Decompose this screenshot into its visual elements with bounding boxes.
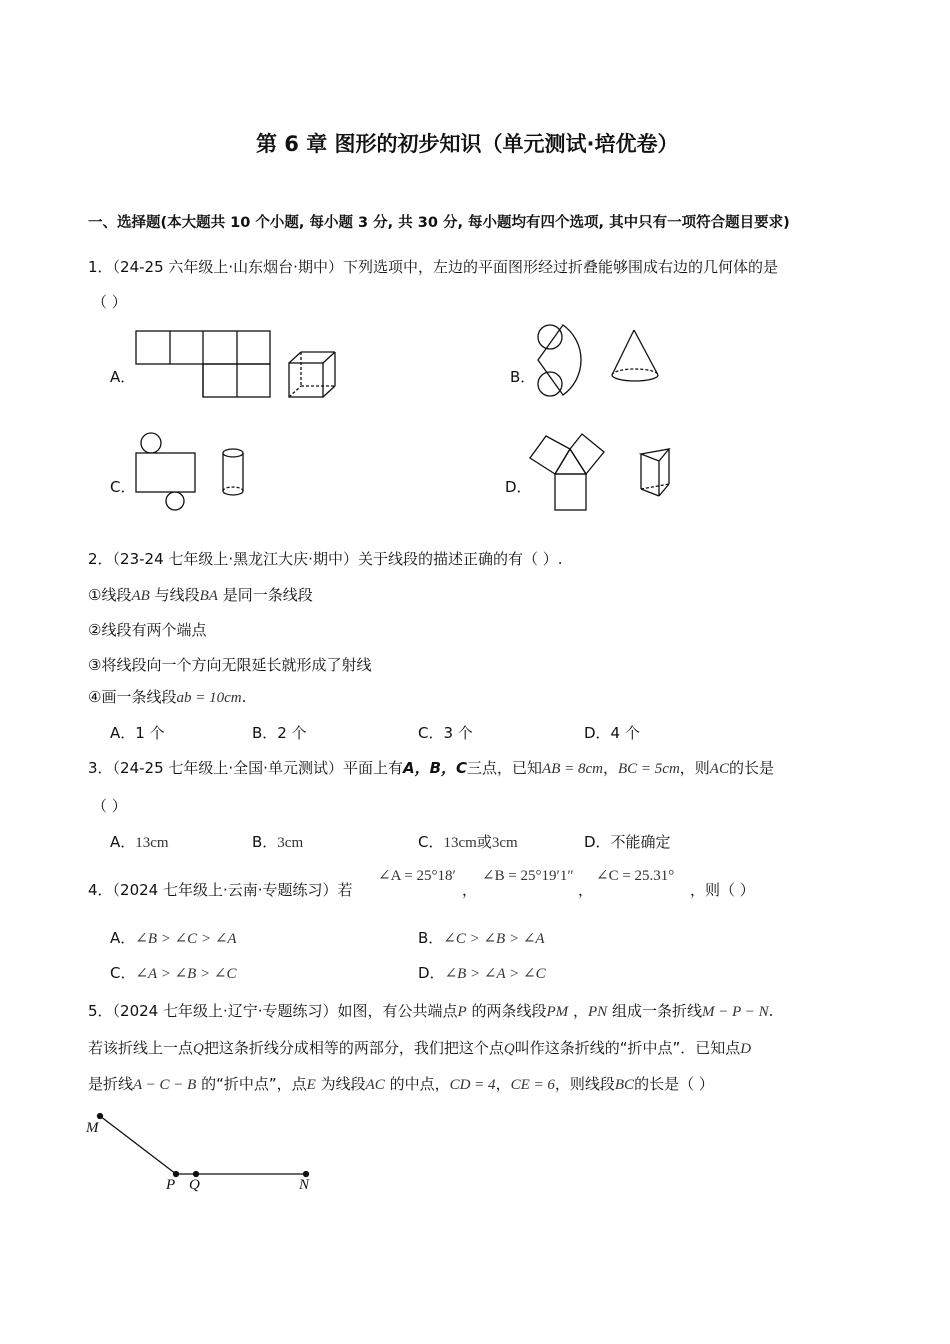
- question-text: 下列选项中，左边的平面图形经过折叠能够围成右边的几何体的是: [342, 258, 778, 276]
- prism-net-figure: [530, 434, 604, 510]
- option-a: A．13cm: [110, 833, 169, 851]
- question-5-line-2: 若该折线上一点Q把这条折线分成相等的两部分，我们把这个点Q叫作这条折线的“折中点”．已知点D: [88, 1039, 752, 1057]
- option-a: A．∠B > ∠C > ∠A: [110, 929, 237, 947]
- option-c: C．3 个: [418, 724, 473, 742]
- question-source: （24-25 六年级上·山东烟台·期中）: [112, 258, 343, 276]
- statement-1: ①线段AB 与线段BA 是同一条线段: [88, 586, 313, 604]
- question-2-line: [88, 548, 563, 569]
- question-4-line: 4．（2024 七年级上·云南·专题练习）若: [88, 881, 353, 899]
- question-number: 1．: [88, 258, 113, 276]
- statement-4: ④画一条线段ab = 10cm.: [88, 688, 247, 706]
- point-label-q: Q: [189, 1177, 200, 1193]
- angle-b: ∠B = 25°19′1″: [482, 868, 574, 884]
- option-d-label: D．: [505, 478, 532, 496]
- option-d: D．4 个: [584, 724, 640, 742]
- question-number: 2．: [88, 550, 113, 568]
- angle-a: ∠A = 25°18′: [378, 868, 456, 884]
- question-source: （23-24 七年级上·黑龙江大庆·期中）: [112, 550, 358, 568]
- q5-polyline-figure: [98, 1114, 309, 1177]
- option-b: B．∠C > ∠B > ∠A: [418, 929, 545, 947]
- cube-net-figure: [136, 331, 270, 397]
- point-label-n: N: [299, 1177, 310, 1193]
- answer-paren: （ ）: [92, 293, 127, 311]
- question-5-line-1: 5．（2024 七年级上·辽宁·专题练习）如图，有公共端点P 的两条线段PM ，PN 组成一条折线M − P − N.: [88, 1002, 774, 1020]
- statement-2: ②线段有两个端点: [88, 621, 207, 639]
- cylinder-net-figure: [136, 433, 195, 510]
- option-d: D．不能确定: [584, 833, 671, 851]
- page-title: 第 6 章 图形的初步知识（单元测试·培优卷）: [256, 132, 679, 156]
- cylinder-figure: [223, 449, 243, 495]
- statement-3: ③将线段向一个方向无限延长就形成了射线: [88, 656, 372, 674]
- option-c-label: C．: [110, 478, 136, 496]
- option-d: D．∠B > ∠A > ∠C: [418, 964, 546, 982]
- question-text: 关于线段的描述正确的有（ ）.: [357, 550, 563, 568]
- point-label-m: M: [86, 1120, 99, 1136]
- answer-paren: （ ）: [92, 797, 127, 815]
- cone-net-figure: [538, 325, 581, 396]
- section-heading: 一、选择题(本大题共 10 个小题, 每小题 3 分, 共 30 分, 每小题均有四个选项, 其中只有一项符合题目要求): [88, 215, 790, 231]
- question-3-line: 3．（24-25 七年级上·全国·单元测试）平面上有A，B，C三点，已知AB = 8cm，BC = 5cm，则AC的长是: [88, 759, 774, 777]
- point-label-p: P: [166, 1177, 176, 1193]
- option-c: C．13cm或3cm: [418, 833, 518, 851]
- option-a: A．1 个: [110, 724, 165, 742]
- option-b-label: B．: [510, 368, 536, 386]
- question-5-line-3: 是折线A − C − B 的“折中点”，点E 为线段AC 的中点，CD = 4，CE = 6，则线段BC的长是（ ）: [88, 1075, 714, 1093]
- option-b: B．3cm: [252, 833, 304, 851]
- option-a-label: A．: [110, 368, 136, 386]
- angle-c: ∠C = 25.31°: [596, 868, 675, 884]
- option-b: B．2 个: [252, 724, 307, 742]
- option-c: C．∠A > ∠B > ∠C: [110, 964, 237, 982]
- cube-figure: [289, 352, 335, 397]
- prism-figure: [641, 449, 669, 496]
- cone-figure: [612, 330, 658, 381]
